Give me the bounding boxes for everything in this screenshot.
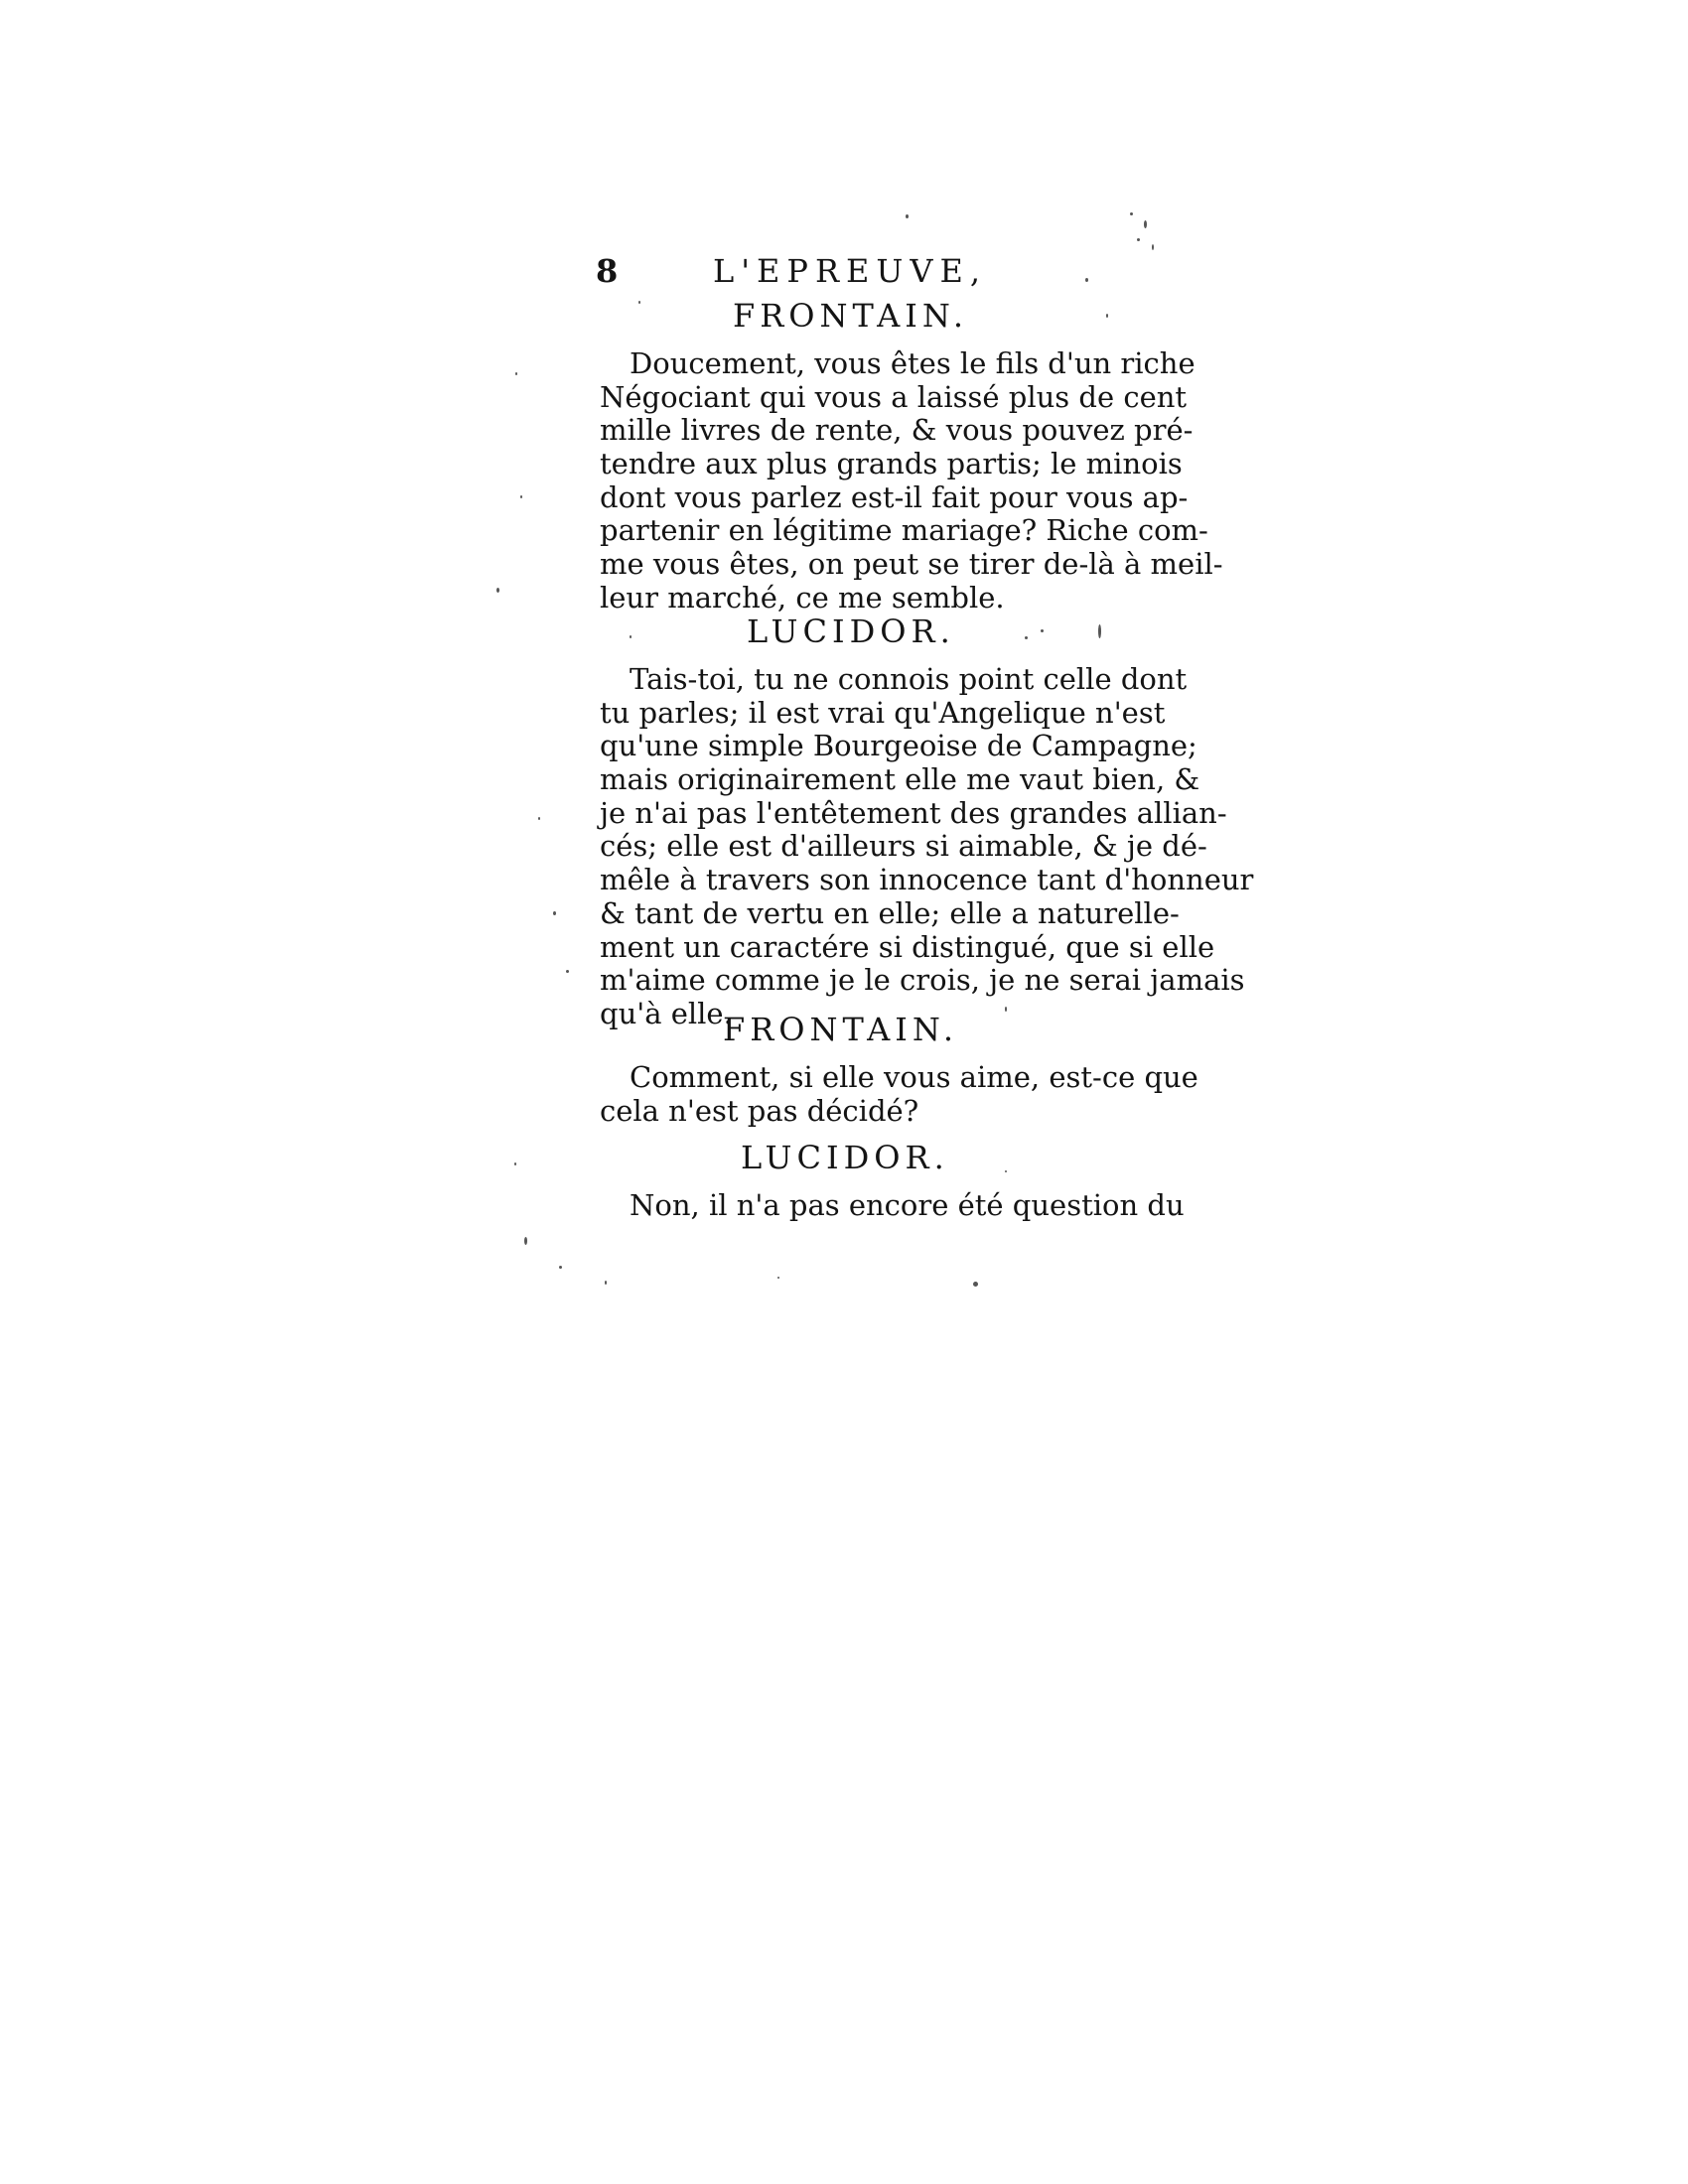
scan-speck xyxy=(559,1266,562,1269)
scan-speck xyxy=(520,495,522,498)
scan-speck xyxy=(1041,629,1044,632)
scan-speck xyxy=(777,1277,779,1279)
scan-speck xyxy=(1106,314,1108,318)
dialogue-paragraph xyxy=(600,1188,1185,1223)
text-line: qu'à elle. xyxy=(600,996,733,1030)
speaker-heading: FRONTAIN. xyxy=(733,297,968,335)
text-line: Doucement, vous êtes le fils d'un riche xyxy=(630,346,1196,380)
text-line: mille livres de rente, & vous pouvez pré- xyxy=(600,413,1194,448)
scan-speck xyxy=(973,1282,978,1287)
scan-speck xyxy=(605,1281,607,1285)
text-line: Non, il n'a pas encore été question du xyxy=(630,1188,1185,1222)
text-line: m'aime comme je le crois, je ne serai jamais xyxy=(600,963,1245,998)
text-line: leur marché, ce me semble. xyxy=(600,580,1005,614)
text-line: qu'une simple Bourgeoise de Campagne; xyxy=(600,729,1197,763)
speaker-heading: FRONTAIN. xyxy=(723,1011,958,1048)
scan-speck xyxy=(1137,238,1140,241)
scan-speck xyxy=(538,817,540,820)
text-line: cés; elle est d'ailleurs si aimable, & je dé- xyxy=(600,829,1207,864)
text-line: cela n'est pas décidé? xyxy=(600,1093,919,1128)
scan-speck xyxy=(630,635,632,638)
text-line: mêle à travers son innocence tant d'honneur xyxy=(600,863,1254,897)
text-line: mais originairement elle me vaut bien, & xyxy=(600,762,1200,797)
text-line: Comment, si elle vous aime, est-ce que xyxy=(630,1060,1198,1094)
speaker-heading: LUCIDOR. xyxy=(741,1139,949,1176)
scan-speck xyxy=(1085,278,1088,282)
text-line: je n'ai pas l'entêtement des grandes allian- xyxy=(600,795,1227,830)
text-line: partenir en légitime mariage? Riche com- xyxy=(600,513,1208,548)
text-line: tu parles; il est vrai qu'Angelique n'est xyxy=(600,695,1166,730)
text-line: me vous êtes, on peut se tirer de-là à meil- xyxy=(600,547,1223,582)
running-title: L'EPREUVE, xyxy=(713,252,987,290)
scan-speck xyxy=(1005,1007,1007,1012)
scan-speck xyxy=(1098,624,1101,638)
page-number: 8 xyxy=(596,252,619,290)
dialogue-paragraph xyxy=(600,346,1223,615)
scan-speck xyxy=(553,911,556,915)
speaker-heading: LUCIDOR. xyxy=(747,613,955,650)
page-header xyxy=(596,252,1013,302)
scan-speck xyxy=(515,372,517,375)
scan-speck xyxy=(906,214,909,218)
scan-speck xyxy=(1130,212,1133,215)
text-line: ment un caractére si distingué, que si elle xyxy=(600,929,1215,964)
text-line: Négociant qui vous a laissé plus de cent xyxy=(600,379,1188,414)
scan-speck xyxy=(1025,636,1028,639)
text-line: & tant de vertu en elle; elle a naturelle- xyxy=(600,895,1180,930)
dialogue-paragraph xyxy=(600,1060,1198,1128)
scan-speck xyxy=(514,1162,516,1165)
dialogue-paragraph xyxy=(600,662,1254,1031)
text-line: dont vous parlez est-il fait pour vous ap- xyxy=(600,479,1189,514)
scan-speck xyxy=(1005,1170,1007,1172)
scan-speck xyxy=(524,1237,527,1245)
scan-speck xyxy=(1144,220,1147,228)
text-line: Tais-toi, tu ne connois point celle dont xyxy=(630,662,1188,696)
scan-speck xyxy=(496,588,499,593)
scan-speck xyxy=(1152,244,1154,250)
scan-speck xyxy=(638,301,640,304)
scan-speck xyxy=(566,970,569,973)
text-line: tendre aux plus grands partis; le minois xyxy=(600,447,1183,481)
